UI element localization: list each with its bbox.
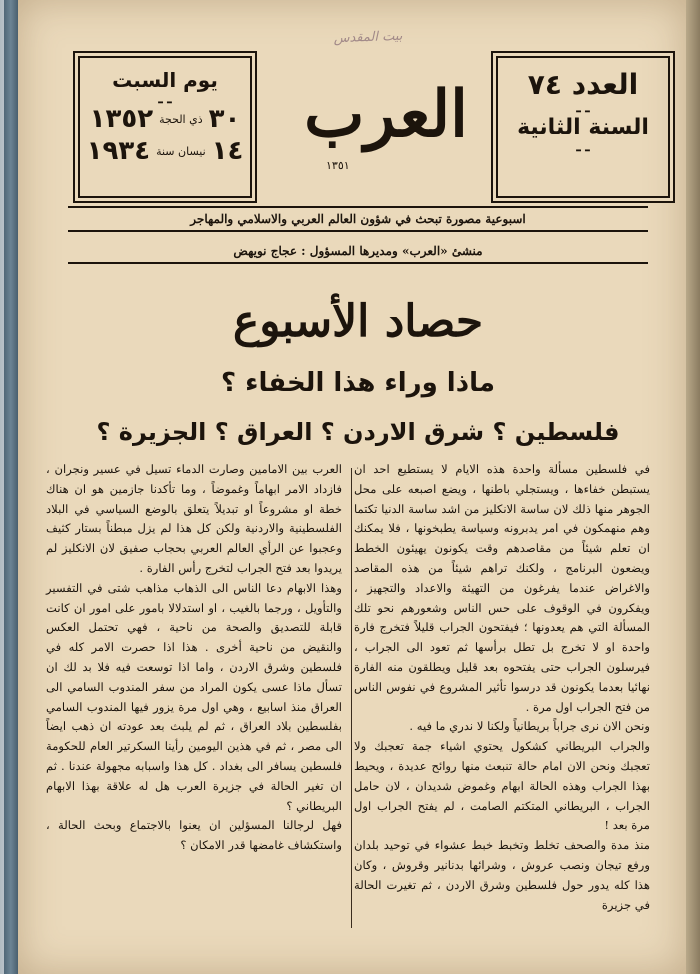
day-separator: ـ ـ xyxy=(158,91,172,107)
gregorian-date xyxy=(80,138,250,164)
article-subtitle: ماذا وراء هذا الخفاء ؟ xyxy=(221,368,495,398)
paragraph: فهل لرجالنا المسؤلين ان يعنوا بالاجتماع وبحث الحالة ، واستكشاف غامضها قدر الامكان ؟ xyxy=(46,818,342,853)
paragraph: ونحن الان نرى جراباً بريطانياً ولكنا لا ندري ما فيه . xyxy=(409,719,650,734)
article-column-right xyxy=(354,460,650,915)
newspaper-page xyxy=(18,0,686,974)
section-headline: حصاد الأسبوع xyxy=(232,296,484,347)
paragraph: العرب بين الامامين وصارت الدماء تسيل في عسير ونجران ، فازداد الامر ابهاماً وغموضاً ، وما تأكدنا جازمين هو ان هناك خطة او مشروعاً او تبديلاً يتعلق بالوضع السياسي في البلاد الفلسطينية والاردنية ولكن كل هذا لم يزل مبطناً بستار كثيف وعجبوا عن الرأي العالم العربي بحجاب صفيق لان الانكليز لم يريدوا بعد فتح الجراب لتخرج رأس الفارة . xyxy=(46,462,342,575)
newspaper-title: العرب xyxy=(304,77,468,152)
handwritten-note: بيت المقدس xyxy=(333,28,403,47)
date-box xyxy=(78,56,252,198)
masthead-logo xyxy=(286,70,486,180)
day-label: يوم السبت xyxy=(112,68,218,92)
issue-number: العدد ٧٤ xyxy=(527,68,639,101)
hijri-date xyxy=(80,106,250,132)
editor-band: منشئ «العرب» ومديرها المسؤول : عجاج نويهض xyxy=(68,240,648,264)
article-topics: فلسطين ؟ شرق الاردن ؟ العراق ؟ الجزيرة ؟ xyxy=(96,418,620,446)
article-column-left xyxy=(46,460,342,856)
hijri-day: ٣٠ xyxy=(208,104,241,134)
paragraph: في فلسطين مسألة واحدة هذه الايام لا يستطيع احد ان يستبطن خفاءها ، ويستجلي باطنها ، ويضع اصبعه على محل الجوهر منها ذلك لان ساسة الانكليز من اشد ساسة الدنيا تكتما وهم منهمكون في امر يدبرونه وسياسة يطبخونها ، فلا يمكنك ان تعلم شيئاً من مقاصدهم وقت يكونون يهيئون الخطط ويضعون البرنامج ، ولكنك تراهم شيئاً من هذه المقاصد والاغراض عندما يفرغون من التهيئة والاعداد والتجهيز ، ويفكرون في الوقوف على حس الناس وشعورهم نحو تلك المسألة التي هم يعدونها ؛ فيفتحون الجراب قليلاً فتخرج فارة واحدة او لا تخرج بل تطل برأسها ثم تعود الى الجراب ، فيرسلون الجراب حتى يفتحوه بعد قليل ويطلقون منه الفارة نهائيا بعدما يكونون قد درسوا تأثير المشروع في نفوس الناس من فتح الجراب اول مرة . xyxy=(354,462,650,714)
column-divider xyxy=(351,468,352,928)
hijri-year: ١٣٥٢ xyxy=(89,104,154,134)
tagline-band: اسبوعية مصورة تبحث في شؤون العالم العربي والاسلامي والمهاجر xyxy=(68,206,648,232)
paragraph: منذ مدة والصحف تخلط وتخبط خبط عشواء في توحيد بلدان ورفع تيجان ونصب عروش ، وشرائها بدنانير وقروش ، وكان هذا كله يدور حول فلسطين وشرق الاردن ، ثم تغيرت الحالة في جزيرة xyxy=(354,838,650,912)
year-separator: ـ ـ xyxy=(576,139,590,155)
issue-separator: ـ ـ xyxy=(576,100,590,116)
year-label: السنة الثانية xyxy=(517,115,649,140)
greg-year: ١٩٣٤ xyxy=(86,136,151,166)
hijri-month: ذي الحجة xyxy=(159,112,203,126)
left-edge xyxy=(0,0,4,974)
paragraph: وهذا الابهام دعا الناس الى الذهاب مذاهب شتى في التفسير والتأويل ، ورجما بالغيب ، او استدلالا بامور على امور ان كانت قابلة للتصديق والصحة من ناحية ، فهي تحتمل العكس والنقيض من ناحية أخرى . هذا اذا حصرت الامر كله في فلسطين وشرق الاردن ، واما اذا توسعت فيه فلا بد لك ان تسأل ماذا عسى يكون المراد من سفر المندوب السامي الى العراق منذ اسابيع ، وهي اول مرة يزور فيها المندوب السامي بفلسطين بلاد العراق ، ثم لم يلبث بعد عودته ان ذهب ايضاً الى مصر ، ثم في هذين اليومين رأينا السكرتير العام للحكومة فلسطين يسافر الى بغداد . كل هذا واسبابه مجهولة عندنا . ثم ان تغير الحالة في جزيرة العرب هل له علاقة بهذا الابهام البريطاني ؟ xyxy=(46,580,342,813)
paragraph: والجراب البريطاني كشكول يحتوي اشياء جمة تعجبك ولا تعجبك ونحن الان امام حالة تنبعث منها روائح عديدة ، ويحيط بهذا الجراب وهذه الحالة ابهام وغموض شديدان ، لان حامل الجراب ، البريطاني المتكتم الصامت ، لم يفتح الجراب اول مرة بعد ! xyxy=(354,739,650,833)
issue-box xyxy=(496,56,670,198)
page-edge xyxy=(686,0,700,974)
greg-month: نيسان سنة xyxy=(156,144,206,158)
founded-year: ١٣٥١ xyxy=(326,159,350,172)
greg-day: ١٤ xyxy=(211,136,244,166)
